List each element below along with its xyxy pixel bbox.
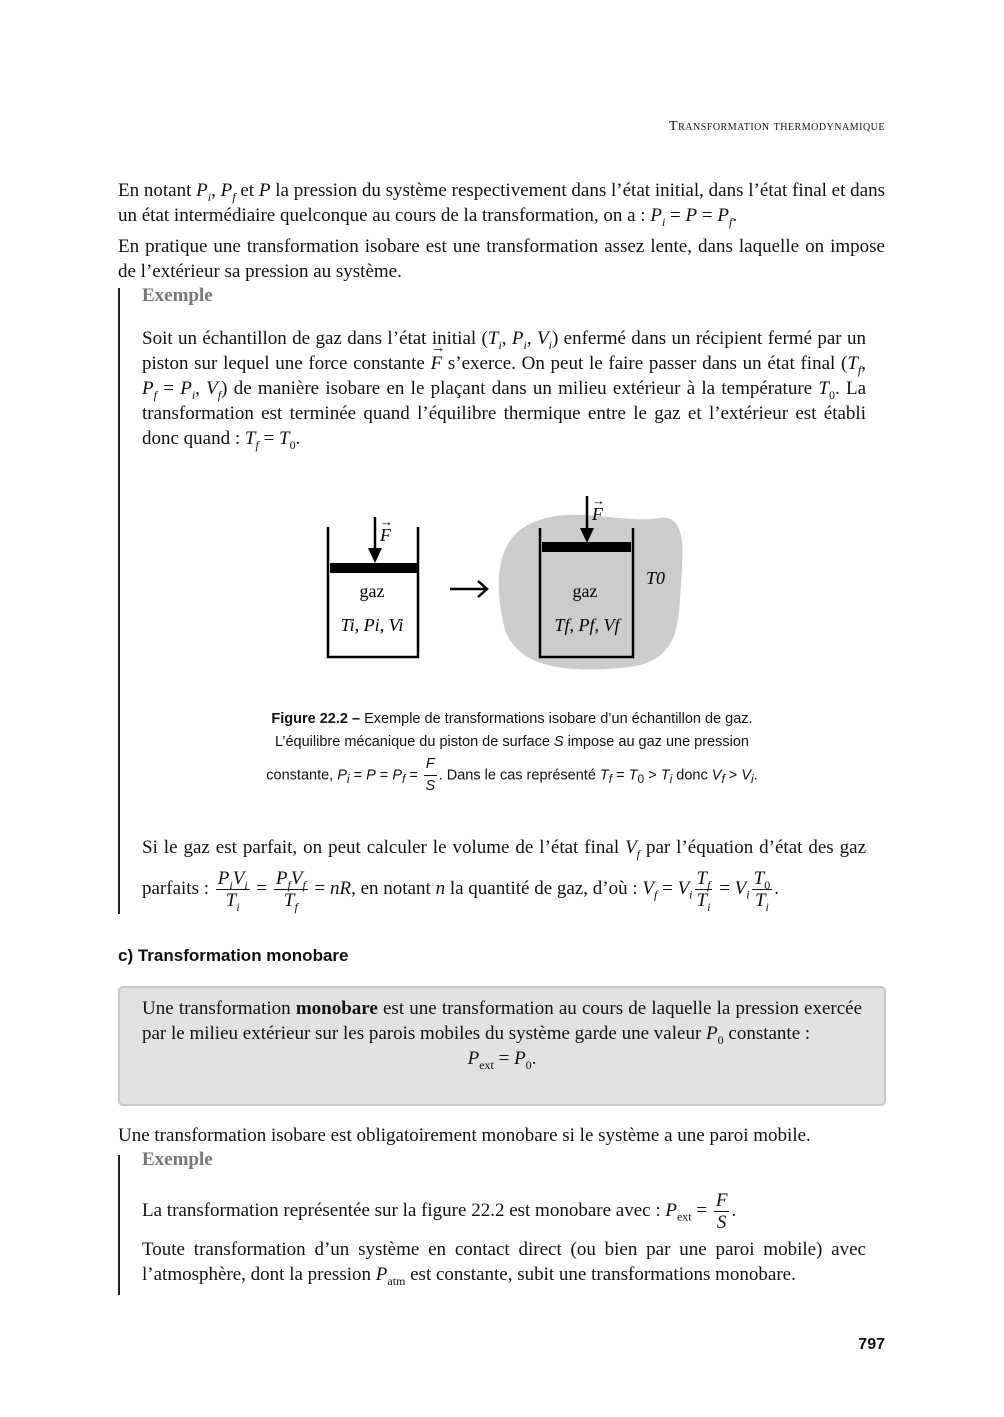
bold-term: monobare xyxy=(295,998,378,1019)
force-label-initial: F xyxy=(380,525,391,545)
numerator xyxy=(424,754,437,776)
subscript: f xyxy=(401,772,406,787)
math-symbol: T xyxy=(696,890,708,911)
math-symbol: nR xyxy=(330,877,352,899)
subscript: i xyxy=(689,887,693,902)
subscript: f xyxy=(302,877,306,892)
text-run: = xyxy=(657,877,678,899)
math-symbol: T xyxy=(847,353,858,374)
subscript: 0 xyxy=(717,1032,724,1047)
numerator xyxy=(695,868,713,890)
subscript: i xyxy=(229,877,233,892)
math-symbol: P xyxy=(337,767,347,784)
text-run: est une transformation au cours de laquelle la pression exercée par le milieu extérieur sur les parois mobiles du système garde une valeur xyxy=(142,998,863,1044)
subscript: i xyxy=(244,877,248,892)
math-symbol: V xyxy=(625,837,637,858)
svg-text:→: → xyxy=(380,514,393,529)
subscript: i xyxy=(750,772,754,787)
math-symbol: P xyxy=(514,1048,526,1069)
math-symbol: T xyxy=(283,890,295,911)
text-run: . xyxy=(753,767,758,784)
math-symbol: T xyxy=(225,890,237,911)
fraction xyxy=(424,754,437,797)
text-run: constante, xyxy=(266,767,338,784)
gas-label-initial: gaz xyxy=(359,581,385,601)
math-symbol: T xyxy=(244,428,256,449)
math-symbol: P xyxy=(220,180,233,201)
math-symbol: T xyxy=(818,378,829,399)
caption-label: Figure 22.2 xyxy=(271,711,348,727)
text-run: Toute transformation d’un système en contact direct (ou bien par une paroi mobile) avec l’atmosphère, dont la pression xyxy=(142,1239,866,1285)
numerator xyxy=(714,1190,730,1212)
denominator xyxy=(714,1212,730,1233)
example-text xyxy=(142,326,866,451)
text-run: . xyxy=(732,205,738,226)
text-run: . La transformation est terminée quand l’équilibre thermique entre le gaz et l’extérieur est établi donc quand : xyxy=(142,378,867,449)
math-symbol: V xyxy=(232,868,245,889)
subscript: i xyxy=(707,899,711,914)
figure-piston-diagram xyxy=(300,490,700,680)
caption-dash: – xyxy=(347,711,365,727)
math-symbol: V xyxy=(537,328,549,349)
text-run: = xyxy=(691,1199,712,1221)
fraction xyxy=(714,1190,730,1233)
math-symbol: V xyxy=(642,877,654,899)
math-symbol: V xyxy=(711,767,722,784)
subscript: f xyxy=(153,387,157,402)
math-symbol: P xyxy=(650,205,662,226)
math-symbol: T xyxy=(753,868,765,889)
text-run: = xyxy=(309,877,331,899)
piston-initial xyxy=(330,563,418,573)
example-label: Exemple xyxy=(142,285,213,306)
text-run: , xyxy=(195,378,207,399)
subscript: f xyxy=(728,214,733,229)
text-run: = xyxy=(258,428,280,449)
page-number: 797 xyxy=(858,1336,885,1353)
math-symbol: F xyxy=(425,756,435,772)
math-symbol: V xyxy=(290,868,303,889)
subscript: f xyxy=(294,899,298,914)
force-arrow-initial xyxy=(368,548,382,563)
subscript: 0 xyxy=(525,1057,532,1072)
math-symbol: V xyxy=(677,877,690,899)
numerator xyxy=(216,868,250,890)
text-run: . xyxy=(731,1199,737,1221)
subscript: i xyxy=(346,772,350,787)
text-run: = xyxy=(349,767,367,784)
subscript: i xyxy=(746,887,750,902)
text-run: est constante, subit une transformations monobare. xyxy=(405,1264,796,1285)
math-symbol: P xyxy=(366,767,376,784)
subscript: i xyxy=(765,899,769,914)
example-monobare-figure xyxy=(142,1190,866,1233)
numerator xyxy=(274,868,308,890)
caption-line-3 xyxy=(150,754,874,797)
text-run: Si le gaz est parfait, on peut calculer le volume de l’état final xyxy=(142,837,626,858)
text-run: = xyxy=(405,767,422,784)
example-bar xyxy=(118,288,120,914)
text-run: = xyxy=(493,1048,515,1069)
text-run: L’équilibre mécanique du piston de surface xyxy=(275,734,554,750)
math-symbol: V xyxy=(734,877,747,899)
state-initial: Ti, Pi, Vi xyxy=(340,615,404,635)
math-symbol: V xyxy=(206,378,218,399)
text-run: ) de manière isobare en le plaçant dans un milieu extérieur à la température xyxy=(221,378,819,399)
numerator xyxy=(752,868,773,890)
fraction xyxy=(216,868,250,914)
math-symbol: T xyxy=(599,767,609,784)
math-symbol: P xyxy=(180,378,192,399)
subscript: f xyxy=(287,877,291,892)
math-symbol: P xyxy=(392,767,402,784)
force-label-final: F xyxy=(592,504,603,524)
math-symbol: P xyxy=(375,1264,388,1285)
subscript: i xyxy=(498,337,502,352)
text-run: > xyxy=(724,767,742,784)
subscript: f xyxy=(654,887,658,902)
subscript: i xyxy=(191,387,196,402)
temperature-label: T0 xyxy=(646,568,666,588)
math-symbol: P xyxy=(142,378,154,399)
subscript: ext xyxy=(676,1209,692,1224)
text-run: > xyxy=(644,767,661,784)
text-run: constante : xyxy=(723,1023,811,1044)
example-atmosphere xyxy=(142,1237,866,1287)
fraction xyxy=(695,868,713,914)
math-symbol: P xyxy=(467,1048,480,1069)
text-run: s’exerce. On peut le faire passer dans un état final ( xyxy=(442,353,848,374)
paragraph-isobare-practice xyxy=(118,234,885,284)
subscript: 0 xyxy=(764,877,771,892)
subscript: f xyxy=(232,189,236,204)
text-run: la pression du système respectivement dans l’état initial, dans l’état final et dans un état intermédiaire quelconque au cours de la transformation, on a : xyxy=(118,180,885,226)
text-run: . xyxy=(531,1048,537,1069)
text-run: ) enfermé dans un récipient fermé par un piston sur lequel une force constante xyxy=(142,328,867,374)
state-final: Tf, Pf, Vf xyxy=(554,615,620,635)
denominator xyxy=(216,890,250,914)
transform-arrow xyxy=(450,581,487,597)
paragraph-isobare-pressure xyxy=(118,178,885,228)
svg-text:→: → xyxy=(592,493,605,508)
piston-final xyxy=(542,542,631,552)
text-run: En pratique une transformation isobare est une transformation assez lente, dans laquelle on impose de l’extérieur sa pression au système. xyxy=(118,236,885,282)
text-run: , xyxy=(526,328,538,349)
math-symbol: P xyxy=(196,180,208,201)
text-run: , xyxy=(501,328,512,349)
text-run: = xyxy=(612,767,629,784)
denominator xyxy=(695,890,713,914)
subscript: 0 xyxy=(828,387,835,402)
math-symbol: S xyxy=(716,1212,727,1233)
gas-label-final: gaz xyxy=(572,581,598,601)
example-ideal-gas xyxy=(142,828,867,914)
math-symbol: V xyxy=(741,767,751,784)
denominator xyxy=(424,776,437,797)
text-run: par l’équation d’état des gaz parfaits : xyxy=(142,837,867,899)
math-symbol: T xyxy=(754,890,766,911)
caption-line-2 xyxy=(150,731,874,754)
math-symbol: P xyxy=(717,205,729,226)
denominator xyxy=(752,890,773,914)
subscript: 0 xyxy=(637,772,645,787)
subscript: f xyxy=(721,772,725,787)
text-run: La transformation représentée sur la figure 22.2 est monobare avec : xyxy=(142,1199,666,1221)
paragraph-monobare-note xyxy=(118,1123,885,1148)
subscript: i xyxy=(669,772,673,787)
math-symbol: T xyxy=(696,868,708,889)
figure-caption xyxy=(150,708,874,797)
fraction xyxy=(274,868,308,914)
subscript: i xyxy=(523,337,527,352)
subscript: i xyxy=(661,214,666,229)
subscript: i xyxy=(548,337,552,352)
definition-text xyxy=(142,996,862,1046)
math-symbol: T xyxy=(660,767,670,784)
math-symbol: T xyxy=(487,328,499,349)
text-run: = xyxy=(714,877,735,899)
math-symbol: S xyxy=(425,778,436,794)
subscript: 0 xyxy=(289,437,296,452)
text-run: = xyxy=(156,378,181,399)
subscript: atm xyxy=(387,1273,406,1288)
text-run: la quantité de gaz, d’où : xyxy=(445,877,643,899)
definition-box xyxy=(118,986,886,1106)
subscript: f xyxy=(255,437,259,452)
example-bar-2 xyxy=(118,1155,120,1295)
text-run: = xyxy=(697,205,718,226)
text-run: impose au gaz une pression xyxy=(563,734,749,750)
math-symbol: F xyxy=(715,1190,728,1211)
text-run: . Dans le cas représenté xyxy=(438,767,600,784)
vector-symbol: → F xyxy=(431,351,443,376)
subscript: f xyxy=(636,846,641,861)
subscript: ext xyxy=(479,1057,494,1072)
text-run: = xyxy=(375,767,393,784)
math-symbol: P xyxy=(511,328,524,349)
math-symbol: T xyxy=(628,767,638,784)
text-run: Soit un échantillon de gaz dans l’état initial ( xyxy=(142,328,488,349)
caption-line-1 xyxy=(364,711,753,727)
subscript: f xyxy=(857,362,862,377)
running-header: Transformation thermodynamique xyxy=(669,119,885,134)
text-run: donc xyxy=(672,767,712,784)
math-symbol: T xyxy=(279,428,290,449)
section-heading: c) Transformation monobare xyxy=(118,946,349,965)
math-symbol: S xyxy=(553,734,564,750)
math-symbol: P xyxy=(258,180,271,201)
text-run: et xyxy=(235,180,259,201)
text-run: , xyxy=(861,353,866,374)
definition-equation xyxy=(120,1046,884,1071)
math-symbol: P xyxy=(706,1023,718,1044)
text-run: = xyxy=(665,205,686,226)
example-label-2: Exemple xyxy=(142,1149,213,1170)
subscript: i xyxy=(236,899,240,914)
text-run: . xyxy=(774,877,779,899)
text-run: = xyxy=(251,877,272,899)
text-run: , xyxy=(211,180,221,201)
denominator xyxy=(274,890,308,914)
text-run: , en notant xyxy=(351,877,436,899)
fraction xyxy=(752,868,773,914)
subscript: f xyxy=(608,772,613,787)
math-symbol: n xyxy=(435,877,446,899)
text-run: . xyxy=(295,428,301,449)
text-run: Exemple de transformations isobare d’un échantillon de gaz. xyxy=(364,711,753,727)
math-symbol: P xyxy=(217,868,230,889)
math-symbol: P xyxy=(275,868,288,889)
subscript: f xyxy=(707,877,711,892)
text-run: Une transformation xyxy=(142,998,296,1019)
text-run: Une transformation isobare est obligatoirement monobare si le système a une paroi mobile. xyxy=(118,1125,811,1146)
math-symbol: P xyxy=(685,205,698,226)
math-symbol: P xyxy=(665,1199,677,1221)
text-run: En notant xyxy=(118,180,197,201)
subscript: i xyxy=(207,189,212,204)
subscript: f xyxy=(217,387,222,402)
